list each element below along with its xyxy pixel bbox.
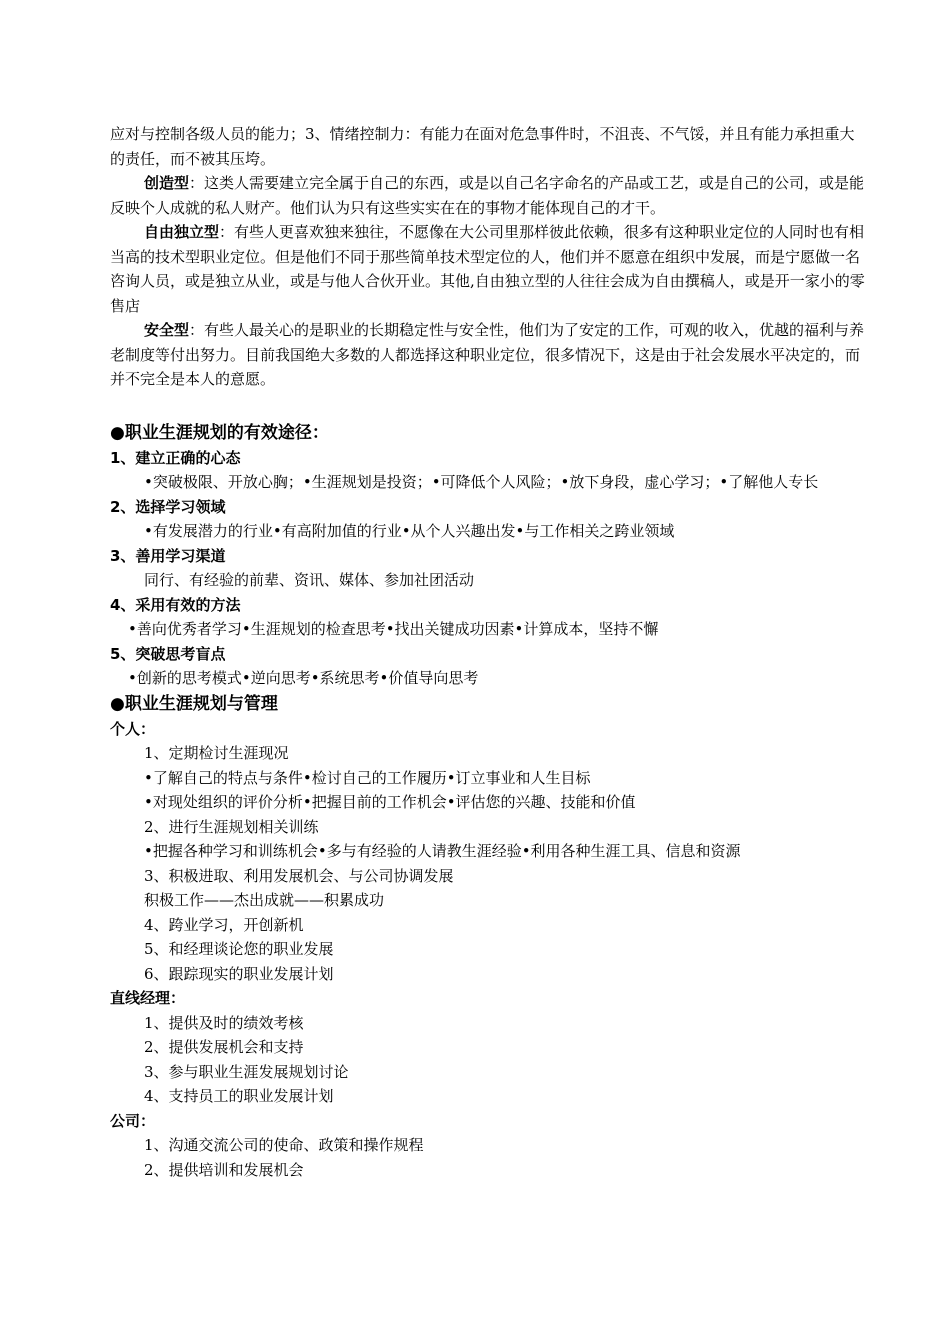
path-heading: 3、善用学习渠道 [110, 546, 226, 565]
spacer [110, 392, 866, 420]
path-heading: 2、选择学习领域 [110, 497, 226, 516]
path-heading: 1、建立正确的心态 [110, 448, 241, 467]
personal-line: 1、定期检讨生涯现况 [144, 744, 289, 762]
type-paragraph-independent [110, 220, 866, 318]
manager-line: 2、提供发展机会和支持 [144, 1038, 304, 1056]
type-paragraph-creative [110, 171, 866, 220]
section-title-paths: ●职业生涯规划的有效途径： [110, 422, 329, 443]
type-label: 安全型 [144, 321, 190, 339]
personal-line: 4、跨业学习，开创新机 [144, 915, 304, 934]
personal-line: •了解自己的特点与条件•检讨自己的工作履历•订立事业和人生目标 [144, 768, 591, 787]
path-heading: 4、采用有效的方法 [110, 595, 241, 614]
personal-line: 6、跟踪现实的职业发展计划 [144, 964, 334, 983]
path-body: •突破极限、开放心胸；•生涯规划是投资；•可降低个人风险；•放下身段，虚心学习；•了解他人专长 [144, 473, 819, 491]
document-page [110, 122, 866, 1182]
section-title-management: ●职业生涯规划与管理 [110, 693, 278, 714]
type-text: ：有些人更喜欢独来独往，不愿像在大公司里那样彼此依赖，很多有这种职业定位的人同时也有相当高的技术型职业定位。但是他们不同于那些简单技术型定位的人，他们并不愿意在组织中发展，而是宁愿做一名咨询人员，或是独立从业，或是与他人合伙开业。其他,自由独立型的人往往会成为自由撰稿人，或是开一家小的零售店 [110, 223, 865, 315]
type-label: 自由独立型 [144, 223, 220, 241]
path-body: •善向优秀者学习•生涯规划的检查思考•找出关键成功因素•计算成本，坚持不懈 [128, 620, 659, 638]
type-paragraph-security [110, 318, 866, 392]
personal-label: 个人： [110, 719, 156, 738]
path-heading: 5、突破思考盲点 [110, 644, 226, 663]
type-label: 创造型 [144, 174, 190, 192]
personal-line: 3、积极进取、利用发展机会、与公司协调发展 [144, 866, 454, 885]
personal-line: 2、进行生涯规划相关训练 [144, 817, 319, 836]
company-line: 2、提供培训和发展机会 [144, 1160, 304, 1179]
type-text: ：有些人最关心的是职业的长期稳定性与安全性，他们为了安定的工作，可观的收入，优越的福利与养老制度等付出努力。目前我国绝大多数的人都选择这种职业定位，很多情况下，这是由于社会发展水平决定的，而并不完全是本人的意愿。 [110, 321, 865, 388]
path-body: 同行、有经验的前辈、资讯、媒体、参加社团活动 [144, 571, 475, 589]
manager-line: 1、提供及时的绩效考核 [144, 1013, 304, 1032]
manager-line: 3、参与职业生涯发展规划讨论 [144, 1062, 349, 1081]
personal-line: 5、和经理谈论您的职业发展 [144, 940, 334, 958]
company-label: 公司： [110, 1111, 156, 1130]
path-body: •有发展潜力的行业•有高附加值的行业•从个人兴趣出发•与工作相关之跨业领域 [144, 522, 675, 540]
company-line: 1、沟通交流公司的使命、政策和操作规程 [144, 1136, 424, 1154]
personal-line: •对现处组织的评价分析•把握目前的工作机会•评估您的兴趣、技能和价值 [144, 793, 636, 811]
personal-line: 积极工作——杰出成就——积累成功 [144, 891, 385, 909]
type-text: ：这类人需要建立完全属于自己的东西，或是以自己名字命名的产品或工艺，或是自己的公司，或是能反映个人成就的私人财产。他们认为只有这些实实在在的事物才能体现自己的才干。 [110, 174, 865, 217]
intro-paragraph: 应对与控制各级人员的能力；3、情绪控制力：有能力在面对危急事件时，不沮丧、不气馁，并且有能力承担重大的责任，而不被其压垮。 [110, 125, 855, 168]
path-body: •创新的思考模式•逆向思考•系统思考•价值导向思考 [128, 669, 479, 687]
personal-line: •把握各种学习和训练机会•多与有经验的人请教生涯经验•利用各种生涯工具、信息和资源 [144, 842, 741, 860]
manager-line: 4、支持员工的职业发展计划 [144, 1087, 334, 1105]
manager-label: 直线经理： [110, 989, 186, 1007]
